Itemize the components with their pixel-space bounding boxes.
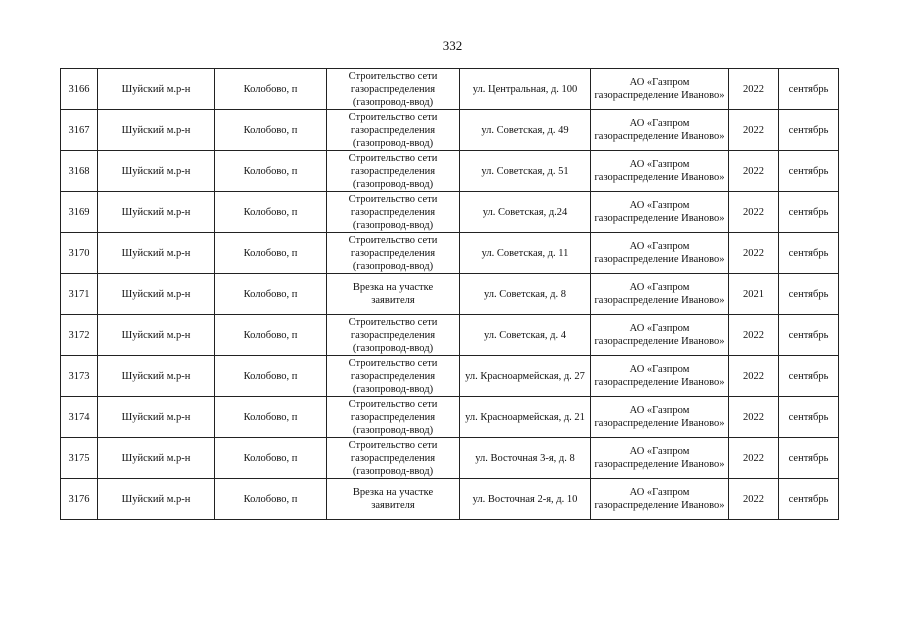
row-number-cell: 3167 — [61, 110, 98, 151]
locality-cell: Колобово, п — [215, 110, 327, 151]
district-cell: Шуйский м.р-н — [98, 397, 215, 438]
year-cell: 2022 — [729, 69, 779, 110]
month-cell: сентябрь — [779, 438, 839, 479]
address-cell: ул. Восточная 3-я, д. 8 — [460, 438, 591, 479]
address-cell: ул. Красноармейская, д. 27 — [460, 356, 591, 397]
work-type-cell: Строительство сети газораспределения (газопровод-ввод) — [327, 192, 460, 233]
work-type-cell: Строительство сети газораспределения (газопровод-ввод) — [327, 356, 460, 397]
month-cell: сентябрь — [779, 397, 839, 438]
work-type-cell: Строительство сети газораспределения (газопровод-ввод) — [327, 233, 460, 274]
district-cell: Шуйский м.р-н — [98, 315, 215, 356]
locality-cell: Колобово, п — [215, 274, 327, 315]
row-number-cell: 3170 — [61, 233, 98, 274]
work-type-cell: Строительство сети газораспределения (газопровод-ввод) — [327, 110, 460, 151]
locality-cell: Колобово, п — [215, 397, 327, 438]
address-cell: ул. Советская, д. 8 — [460, 274, 591, 315]
month-cell: сентябрь — [779, 233, 839, 274]
organization-cell: АО «Газпром газораспределение Иваново» — [591, 356, 729, 397]
organization-cell: АО «Газпром газораспределение Иваново» — [591, 479, 729, 520]
work-type-cell: Строительство сети газораспределения (газопровод-ввод) — [327, 438, 460, 479]
year-cell: 2022 — [729, 110, 779, 151]
table-row — [61, 151, 839, 192]
organization-cell: АО «Газпром газораспределение Иваново» — [591, 151, 729, 192]
district-cell: Шуйский м.р-н — [98, 69, 215, 110]
month-cell: сентябрь — [779, 110, 839, 151]
district-cell: Шуйский м.р-н — [98, 151, 215, 192]
locality-cell: Колобово, п — [215, 192, 327, 233]
district-cell: Шуйский м.р-н — [98, 192, 215, 233]
work-type-cell: Строительство сети газораспределения (газопровод-ввод) — [327, 69, 460, 110]
work-type-cell: Строительство сети газораспределения (газопровод-ввод) — [327, 315, 460, 356]
table-row — [61, 315, 839, 356]
row-number-cell: 3168 — [61, 151, 98, 192]
locality-cell: Колобово, п — [215, 315, 327, 356]
locality-cell: Колобово, п — [215, 479, 327, 520]
row-number-cell: 3172 — [61, 315, 98, 356]
organization-cell: АО «Газпром газораспределение Иваново» — [591, 397, 729, 438]
organization-cell: АО «Газпром газораспределение Иваново» — [591, 192, 729, 233]
page-number: 332 — [442, 38, 463, 53]
district-cell: Шуйский м.р-н — [98, 356, 215, 397]
row-number-cell: 3175 — [61, 438, 98, 479]
year-cell: 2022 — [729, 151, 779, 192]
year-cell: 2022 — [729, 315, 779, 356]
district-cell: Шуйский м.р-н — [98, 110, 215, 151]
row-number-cell: 3166 — [61, 69, 98, 110]
year-cell: 2022 — [729, 479, 779, 520]
month-cell: сентябрь — [779, 479, 839, 520]
table-row — [61, 397, 839, 438]
table-body — [61, 69, 839, 520]
locality-cell: Колобово, п — [215, 69, 327, 110]
table-row — [61, 69, 839, 110]
row-number-cell: 3176 — [61, 479, 98, 520]
year-cell: 2022 — [729, 192, 779, 233]
organization-cell: АО «Газпром газораспределение Иваново» — [591, 274, 729, 315]
month-cell: сентябрь — [779, 315, 839, 356]
organization-cell: АО «Газпром газораспределение Иваново» — [591, 315, 729, 356]
locality-cell: Колобово, п — [215, 151, 327, 192]
gas-connection-table — [60, 68, 839, 520]
table-row — [61, 356, 839, 397]
work-type-cell: Врезка на участке заявителя — [327, 479, 460, 520]
month-cell: сентябрь — [779, 151, 839, 192]
address-cell: ул. Советская, д. 11 — [460, 233, 591, 274]
locality-cell: Колобово, п — [215, 356, 327, 397]
locality-cell: Колобово, п — [215, 233, 327, 274]
address-cell: ул. Советская, д. 49 — [460, 110, 591, 151]
table-row — [61, 479, 839, 520]
address-cell: ул. Советская, д. 51 — [460, 151, 591, 192]
organization-cell: АО «Газпром газораспределение Иваново» — [591, 110, 729, 151]
district-cell: Шуйский м.р-н — [98, 479, 215, 520]
year-cell: 2022 — [729, 397, 779, 438]
year-cell: 2022 — [729, 356, 779, 397]
district-cell: Шуйский м.р-н — [98, 438, 215, 479]
address-cell: ул. Советская, д. 4 — [460, 315, 591, 356]
work-type-cell: Строительство сети газораспределения (газопровод-ввод) — [327, 397, 460, 438]
row-number-cell: 3169 — [61, 192, 98, 233]
month-cell: сентябрь — [779, 69, 839, 110]
work-type-cell: Строительство сети газораспределения (газопровод-ввод) — [327, 151, 460, 192]
address-cell: ул. Советская, д.24 — [460, 192, 591, 233]
row-number-cell: 3173 — [61, 356, 98, 397]
address-cell: ул. Восточная 2-я, д. 10 — [460, 479, 591, 520]
row-number-cell: 3171 — [61, 274, 98, 315]
organization-cell: АО «Газпром газораспределение Иваново» — [591, 233, 729, 274]
organization-cell: АО «Газпром газораспределение Иваново» — [591, 69, 729, 110]
year-cell: 2022 — [729, 233, 779, 274]
year-cell: 2021 — [729, 274, 779, 315]
work-type-cell: Врезка на участке заявителя — [327, 274, 460, 315]
table-row — [61, 110, 839, 151]
table-row — [61, 233, 839, 274]
organization-cell: АО «Газпром газораспределение Иваново» — [591, 438, 729, 479]
locality-cell: Колобово, п — [215, 438, 327, 479]
month-cell: сентябрь — [779, 356, 839, 397]
district-cell: Шуйский м.р-н — [98, 274, 215, 315]
table-row — [61, 274, 839, 315]
address-cell: ул. Красноармейская, д. 21 — [460, 397, 591, 438]
row-number-cell: 3174 — [61, 397, 98, 438]
district-cell: Шуйский м.р-н — [98, 233, 215, 274]
month-cell: сентябрь — [779, 192, 839, 233]
year-cell: 2022 — [729, 438, 779, 479]
address-cell: ул. Центральная, д. 100 — [460, 69, 591, 110]
table-row — [61, 192, 839, 233]
table-row — [61, 438, 839, 479]
month-cell: сентябрь — [779, 274, 839, 315]
